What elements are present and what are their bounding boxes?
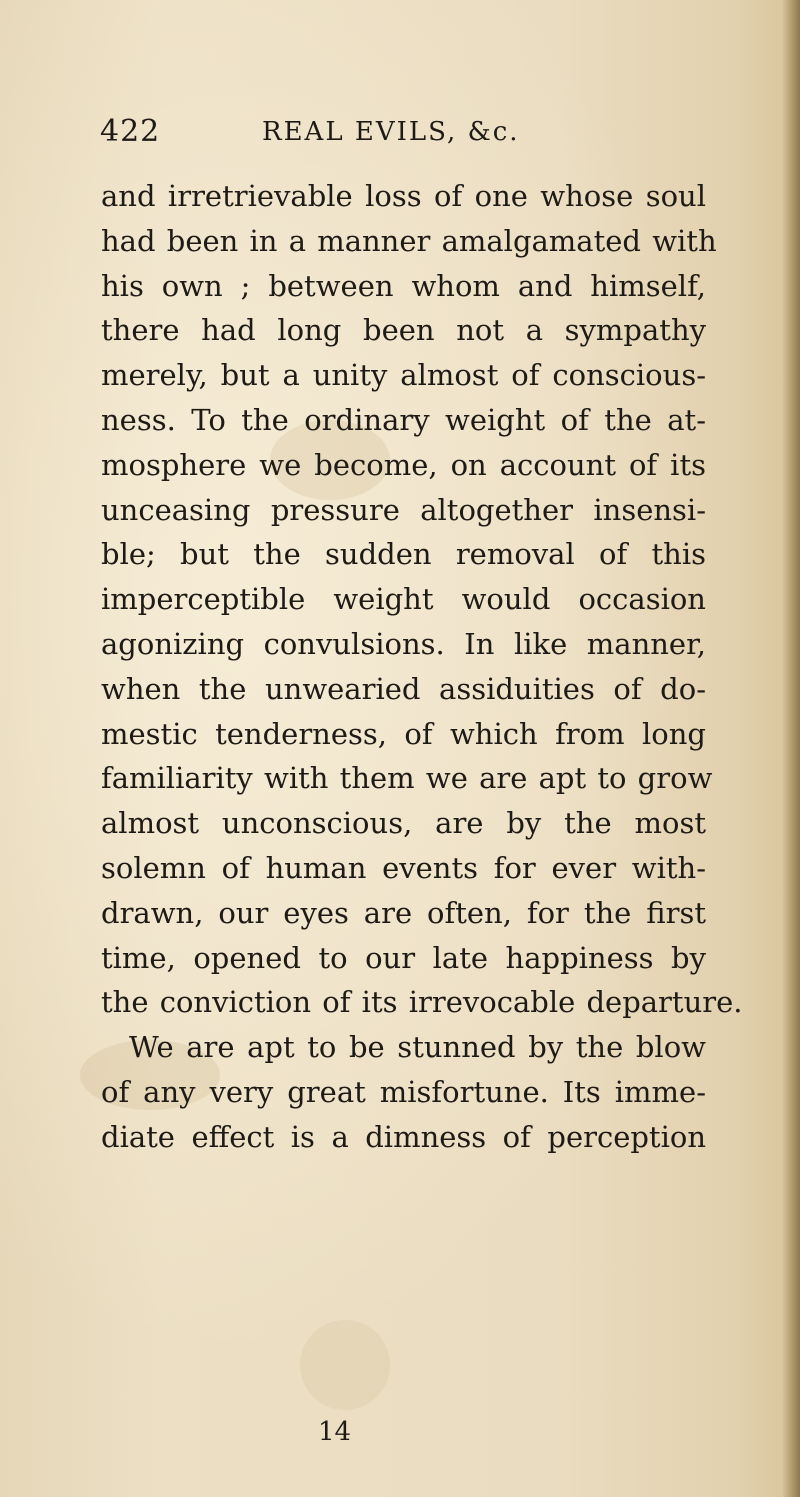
page-number: 422 <box>100 114 161 149</box>
text-line: when the unwearied assiduities of do- <box>101 671 706 706</box>
text-line: almost unconscious, are by the most <box>101 806 706 841</box>
text-line: solemn of human events for ever with- <box>101 850 706 885</box>
text-line: there had long been not a sympathy <box>101 313 706 348</box>
running-head: REAL EVILS, &c. <box>262 117 520 147</box>
signature-mark: 14 <box>318 1417 352 1447</box>
text-line: of any very great misfortune. Its imme- <box>101 1074 706 1109</box>
text-line: had been in a manner amalgamated with <box>101 223 717 258</box>
text-line: ness. To the ordinary weight of the at- <box>101 402 706 437</box>
text-line: merely, but a unity almost of conscious- <box>101 358 706 393</box>
text-line: time, opened to our late happiness by <box>101 940 706 975</box>
text-line: imperceptible weight would occasion <box>101 582 706 617</box>
text-line: unceasing pressure altogether insensi- <box>101 492 706 527</box>
page-edge-shadow <box>782 0 800 1497</box>
paper-stain <box>300 1320 390 1410</box>
text-line: ble; but the sudden removal of this <box>101 537 706 572</box>
text-line: mosphere we become, on account of its <box>101 447 706 482</box>
text-line: familiarity with them we are apt to grow <box>101 761 713 796</box>
text-line: his own ; between whom and himself, <box>101 268 706 303</box>
text-line: diate effect is a dimness of perception <box>101 1119 706 1154</box>
text-line: and irretrievable loss of one whose soul <box>101 179 706 213</box>
body-text <box>101 174 743 1160</box>
page-header <box>100 112 700 152</box>
text-line-paragraph-start: We are apt to be stunned by the blow <box>129 1030 706 1065</box>
text-line: the conviction of its irrevocable departure. <box>101 985 743 1020</box>
text-line: agonizing convulsions. In like manner, <box>101 626 706 661</box>
text-line: mestic tenderness, of which from long <box>101 716 706 751</box>
text-line: drawn, our eyes are often, for the first <box>101 895 706 930</box>
